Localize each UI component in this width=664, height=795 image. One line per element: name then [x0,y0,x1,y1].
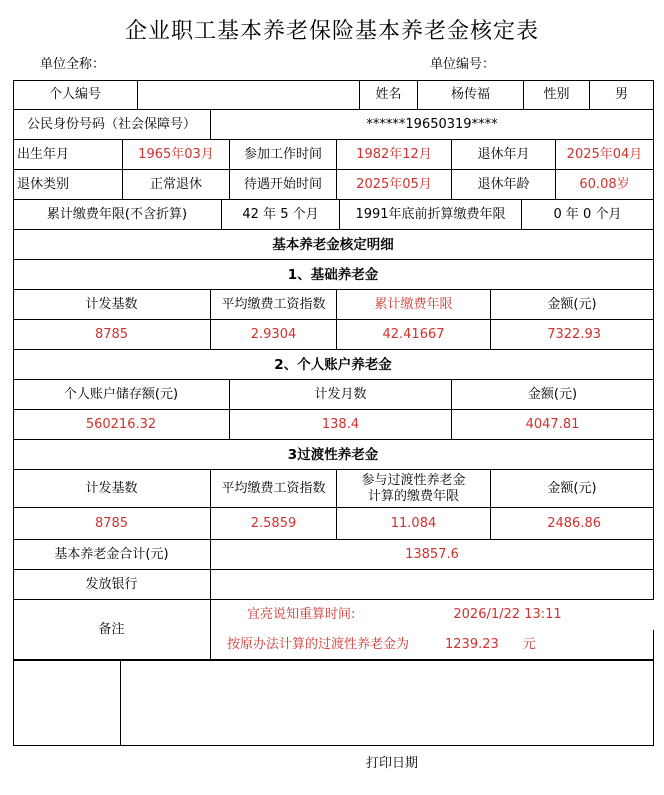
basic-header-base: 计发基数 [13,290,211,320]
basic-value-index: 2.9304 [211,320,337,350]
print-date-label: 打印日期 [366,756,419,771]
account-header-balance: 个人账户储存额(元) [13,380,230,410]
total-label: 基本养老金合计(元) [13,540,211,570]
account-value-balance: 560216.32 [13,410,230,440]
bank-value [211,570,654,600]
person-id-value [138,80,360,110]
transition-value-index: 2.5859 [211,508,337,540]
transition-value-amount: 2486.86 [491,508,654,540]
remark-line2-value: 1239.23 [445,636,499,652]
account-header-months: 计发月数 [230,380,452,410]
idcard-value: ******19650319**** [211,110,654,140]
signature-box-right [121,660,654,746]
account-value-months: 138.4 [230,410,452,440]
name-value: 杨传福 [418,80,524,110]
retire-type-value: 正常退休 [123,170,230,200]
transition-header-index: 平均缴费工资指数 [211,470,337,508]
transition-header-years-line1: 参与过渡性养老金 [361,472,466,488]
transition-value-base: 8785 [13,508,211,540]
transition-value-years: 11.084 [337,508,491,540]
account-value-amount: 4047.81 [452,410,654,440]
signature-box-left [13,660,121,746]
transition-header-years-line2: 计算的缴费年限 [367,488,459,504]
total-value: 13857.6 [211,540,654,570]
idcard-label: 公民身份号码（社会保障号） [13,110,211,140]
basic-value-amount: 7322.93 [491,320,654,350]
account-pension-title: 2、个人账户养老金 [13,350,654,380]
converted-years-value: 0 年 0 个月 [522,200,654,230]
remark-line1-label: 宜亮说知重算时间: [247,607,356,622]
transition-pension-title: 3过渡性养老金 [13,440,654,470]
gender-label: 性别 [524,80,590,110]
transition-header-amount: 金额(元) [491,470,654,508]
bank-label: 发放银行 [13,570,211,600]
contrib-years-value: 42 年 5 个月 [222,200,340,230]
account-header-amount: 金额(元) [452,380,654,410]
remark-line2 [211,630,654,660]
converted-years-label: 1991年底前折算缴费年限 [340,200,522,230]
detail-title: 基本养老金核定明细 [13,230,654,260]
unit-no-label: 单位编号： [430,57,496,72]
transition-header-base: 计发基数 [13,470,211,508]
work-start-value: 1982年12月 [337,140,452,170]
basic-pension-title: 1、基础养老金 [13,260,654,290]
birth-value: 1965年03月 [123,140,230,170]
retire-age-value: 60.08岁 [556,170,654,200]
remark-line1-value: 2026/1/22 13:11 [453,607,562,622]
remark-label: 备注 [13,600,211,660]
unit-name-label: 单位全称： [40,57,106,72]
remark-line1 [211,600,654,630]
basic-header-index: 平均缴费工资指数 [211,290,337,320]
birth-label: 出生年月 [13,140,123,170]
basic-value-years: 42.41667 [337,320,491,350]
person-id-label: 个人编号 [13,80,138,110]
basic-value-base: 8785 [13,320,211,350]
retire-label: 退休年月 [452,140,556,170]
retire-type-label: 退休类别 [13,170,123,200]
gender-value: 男 [590,80,654,110]
work-start-label: 参加工作时间 [230,140,337,170]
basic-header-amount: 金额(元) [491,290,654,320]
retire-age-label: 退休年龄 [452,170,556,200]
benefit-start-value: 2025年05月 [337,170,452,200]
transition-header-years [337,470,491,508]
remark-line2-unit: 元 [522,636,536,652]
basic-header-years: 累计缴费年限 [337,290,491,320]
remark-line2-label: 按原办法计算的过渡性养老金为 [227,636,410,652]
retire-value: 2025年04月 [556,140,654,170]
name-label: 姓名 [360,80,418,110]
benefit-start-label: 待遇开始时间 [230,170,337,200]
contrib-years-label: 累计缴费年限(不含折算) [13,200,222,230]
page-title: 企业职工基本养老保险基本养老金核定表 [124,19,539,44]
